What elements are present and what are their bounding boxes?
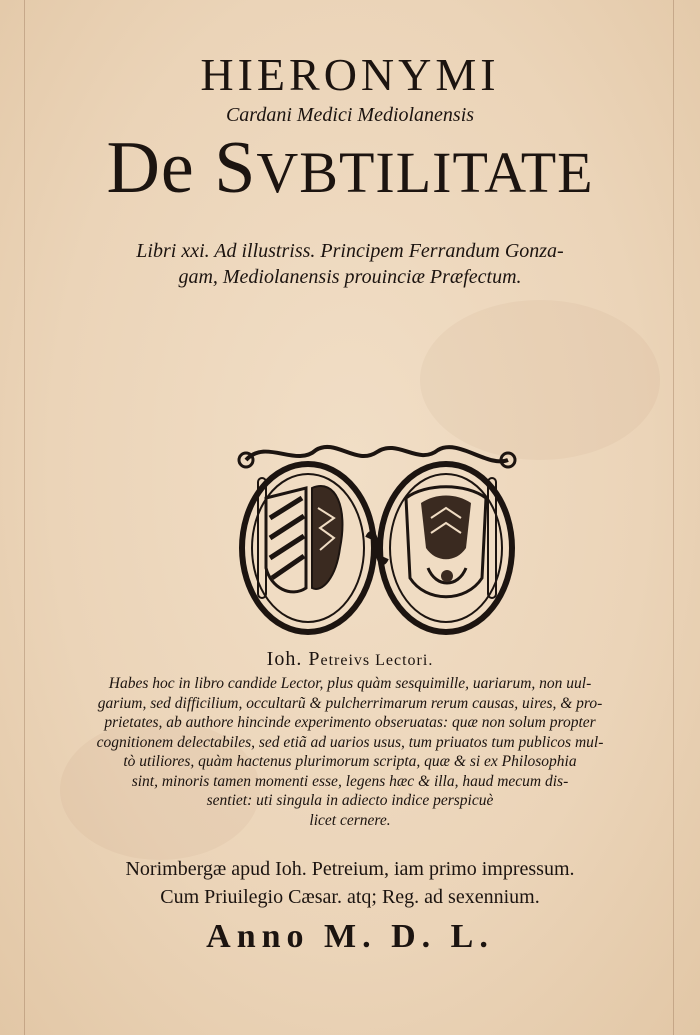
- main-title-first-word: De: [106, 127, 195, 209]
- main-title-second-cap: S: [214, 127, 257, 209]
- preface-line: sentiet: uti singula in adiecto indice perspicuè: [206, 792, 494, 809]
- preface-line: garium, sed difficilium, occultarũ & pulcherrimarum rerum causas, uires, & pro-: [97, 694, 603, 712]
- address-cap: Ioh. P: [266, 648, 321, 670]
- date-line: Anno M. D. L.: [206, 918, 494, 955]
- imprint-line-1: Norimbergæ apud Ioh. Petreium, iam primo impressum.: [125, 858, 575, 880]
- address-heading: [0, 648, 700, 671]
- imprint-line-2: Cum Priuilegio Cæsar. atq; Reg. ad sexennium.: [160, 886, 540, 908]
- author-name: HIERONYMI: [200, 49, 500, 100]
- preface-line: licet cernere.: [309, 811, 391, 829]
- subtitle-line-2: gam, Mediolanensis prouinciæ Præfectum.: [178, 266, 522, 288]
- preface-line: sint, minoris tamen momenti esse, legens hæc & illa, haud mecum dis-: [131, 772, 569, 790]
- subtitle-line-1: Libri xxi. Ad illustriss. Principem Ferrandum Gonza-: [136, 240, 564, 262]
- preface-line: cognitionem delectabiles, sed etiã ad uarios usus, tum priuatos tum publicos mul-: [96, 733, 604, 751]
- preface-line: Habes hoc in libro candide Lector, plus quàm sesquimille, uariarum, non uul-: [108, 675, 592, 692]
- coat-of-arms-emblem: [236, 438, 518, 638]
- subtitle: [0, 238, 700, 290]
- preface-text: [40, 674, 660, 830]
- address-rest: etreivs Lectori.: [320, 652, 434, 669]
- main-title-second-rest: VBTILITATE: [256, 140, 594, 205]
- author-subline: Cardani Medici Mediolanensis: [225, 104, 475, 126]
- preface-line: tò utiliores, quàm hactenus plurimorum scripta, quæ & si ex Philosophia: [123, 753, 577, 770]
- paper-stain: [420, 300, 660, 460]
- main-title: [0, 128, 700, 209]
- preface-line: prietates, ab authore hincinde experimento obseruatas: quæ non solum propter: [104, 714, 596, 731]
